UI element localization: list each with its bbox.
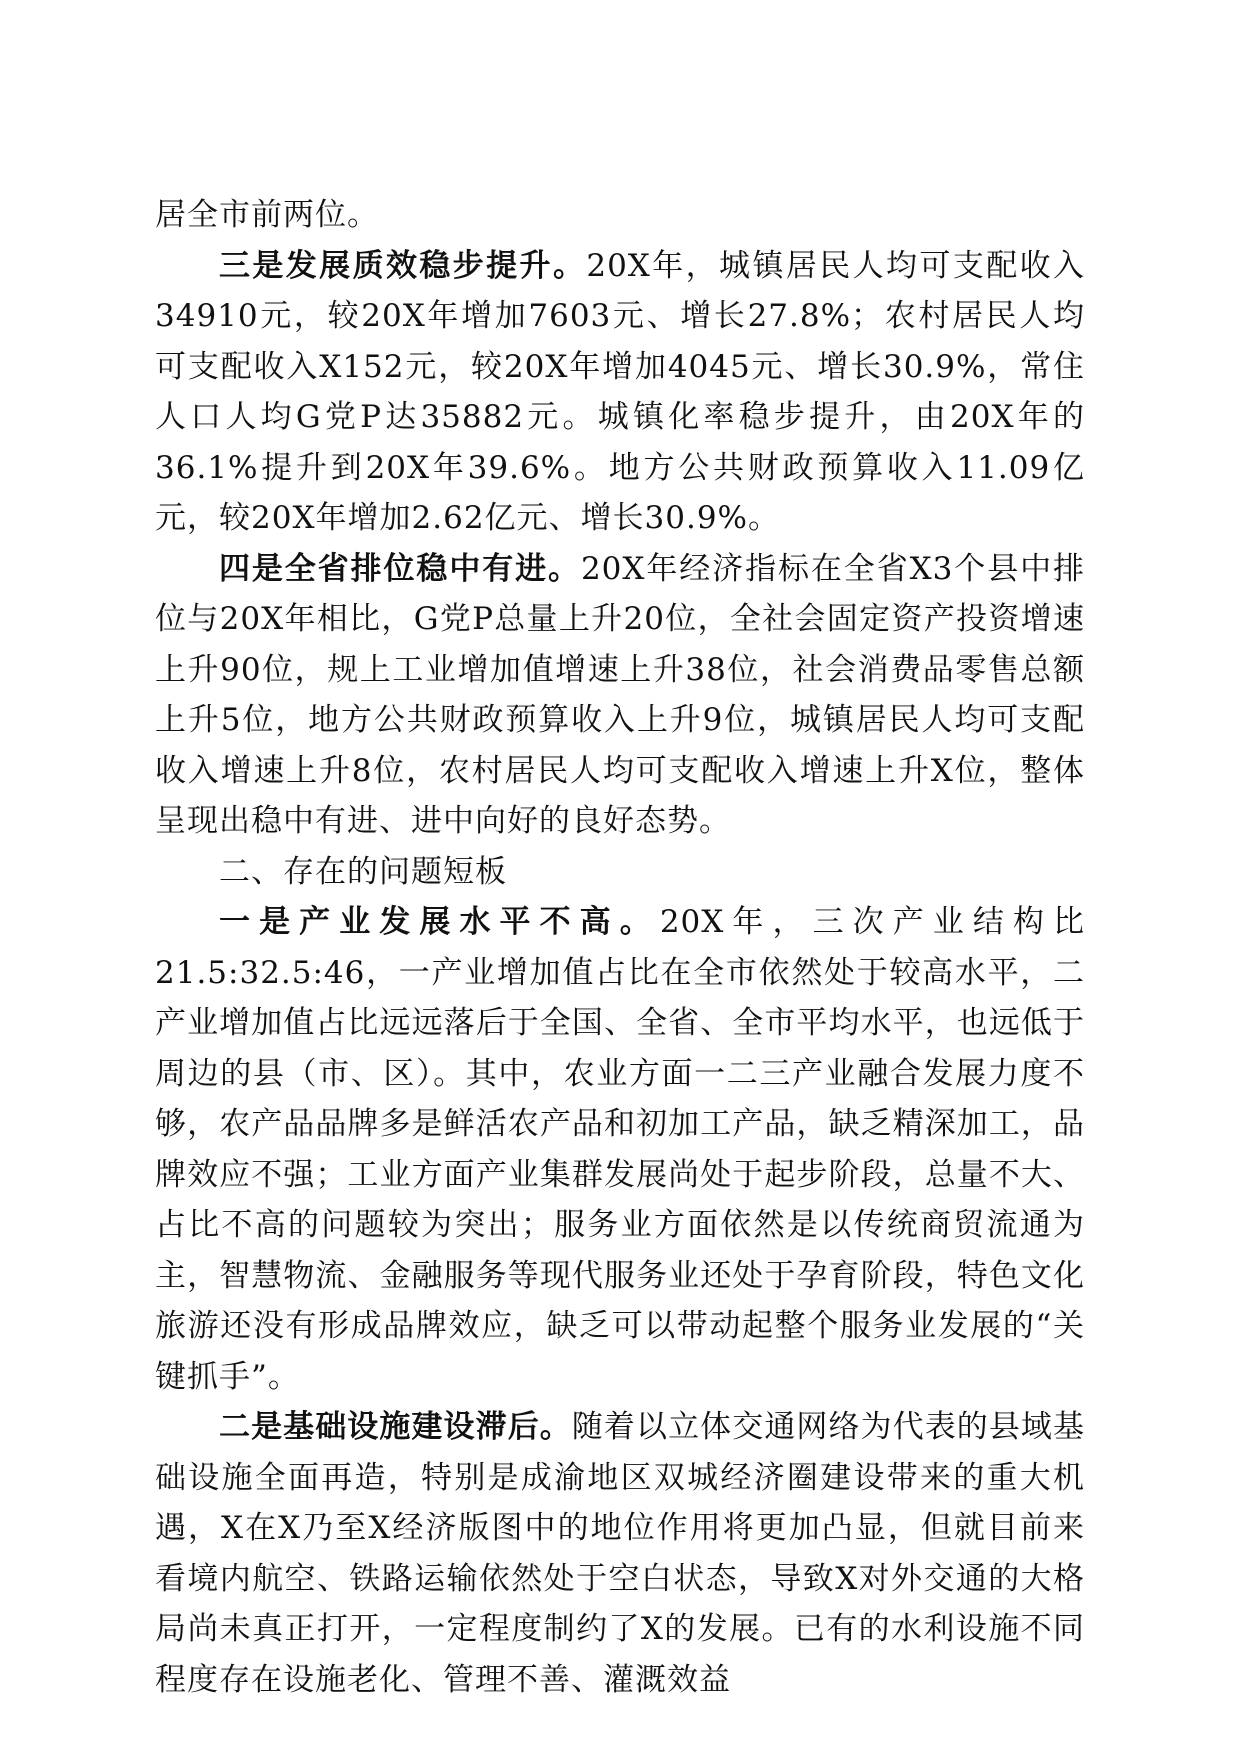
paragraph-lead: 一是产业发展水平不高。 xyxy=(219,904,660,940)
paragraph-text: 随着以立体交通网络为代表的县域基础设施全面再造，特别是成渝地区双城经济圈建设带来的重大机遇，X在X乃至X经济版图中的地位作用将更加凸显，但就目前来看境内航空、铁路运输依然处于空白状态，导致X对外交通的大格局尚未真正打开，一定程度制约了X的发展。已有的水利设施不同程度存在设施老化、管理不善、灌溉效益 xyxy=(155,1409,1086,1698)
paragraph-continuation xyxy=(155,190,1085,241)
paragraph-development-quality xyxy=(155,241,1085,544)
paragraph-lead: 四是全省排位稳中有进。 xyxy=(219,550,581,587)
paragraph-text: 20X年经济指标在全省X3个县中排位与20X年相比，G党P总量上升20位，全社会固定资产投资增速上升90位，规上工业增加值增速上升38位，社会消费品零售总额上升5位，地方公共财政预算收入上升9位，城镇居民人均可支配收入增速上升8位，农村居民人均可支配收入增速上升X位，整体呈现出稳中有进、进中向好的良好态势。 xyxy=(155,550,1086,839)
paragraph-lead: 二是基础设施建设滞后。 xyxy=(219,1409,572,1445)
paragraph-lead: 三是发展质效稳步提升。 xyxy=(219,247,587,284)
section-heading: 二、存在的问题短板 xyxy=(219,853,507,890)
paragraph-text: 20X年，三次产业结构比21.5:32.5:46，一产业增加值占比在全市依然处于较高水平，二产业增加值占比远远落后于全国、全省、全市平均水平，也远低于周边的县（市、区）。其中，农业方面一二三产业融合发展力度不够，农产品品牌多是鲜活农产品和初加工产品，缺乏精深加工，品牌效应不强；工业方面产业集群发展尚处于起步阶段，总量不大、占比不高的问题较为突出；服务业方面依然是以传统商贸流通为主，智慧物流、金融服务等现代服务业还处于孕育阶段，特色文化旅游还没有形成品牌效应，缺乏可以带动起整个服务业发展的“关键抓手”。 xyxy=(155,904,1086,1395)
document-body xyxy=(155,190,1085,1705)
paragraph-industry-level xyxy=(155,897,1085,1402)
paragraph-text: 居全市前两位。 xyxy=(155,197,379,233)
paragraph-provincial-ranking xyxy=(155,544,1085,847)
paragraph-infrastructure xyxy=(155,1402,1085,1705)
paragraph-text: 20X年，城镇居民人均可支配收入34910元，较20X年增加7603元、增长27.8%；农村居民人均可支配收入X152元，较20X年增加4045元、增长30.9%，常住人口人均G党P达35882元。城镇化率稳步提升，由20X年的36.1%提升到20X年39.6%。地方公共财政预算收入11.09亿元，较20X年增加2.62亿元、增长30.9%。 xyxy=(155,247,1086,536)
